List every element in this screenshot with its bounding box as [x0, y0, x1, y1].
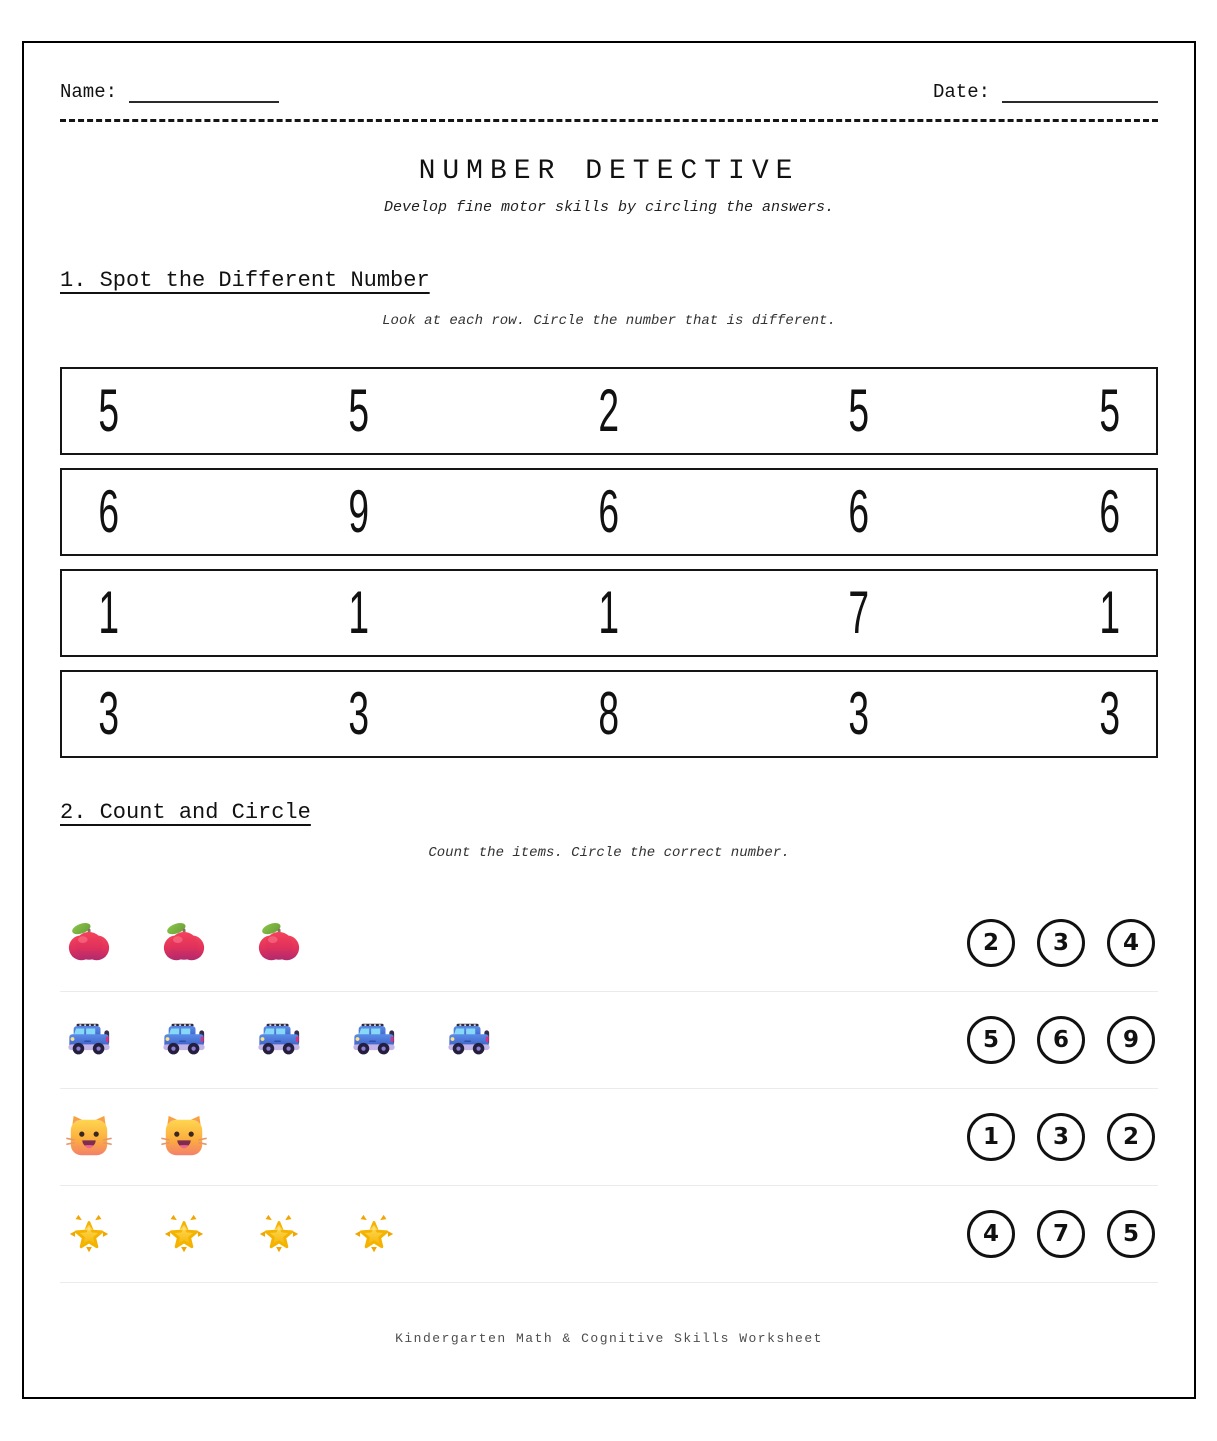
number-cell[interactable]: 1: [98, 579, 120, 646]
number-cell[interactable]: 5: [848, 377, 870, 444]
date-label: Date:: [932, 81, 990, 103]
number-cell[interactable]: 6: [98, 478, 120, 545]
apple-icon: [66, 920, 112, 966]
car-icon: [351, 1017, 397, 1063]
star-icon: [351, 1211, 397, 1257]
number-cell[interactable]: 7: [848, 579, 870, 646]
star-icon: [256, 1211, 302, 1257]
section1-rows: [60, 367, 1158, 758]
number-cell[interactable]: 9: [348, 478, 370, 545]
apple-icon: [161, 920, 207, 966]
car-icon: [66, 1017, 112, 1063]
car-item-group: [66, 1017, 492, 1063]
page-subtitle: Develop fine motor skills by circling the answers.: [383, 199, 835, 216]
footer-text: Kindergarten Math & Cognitive Skills Worksheet: [395, 1331, 823, 1346]
option-circle-3[interactable]: 3: [1037, 1113, 1085, 1161]
number-cell[interactable]: 6: [848, 478, 870, 545]
number-cell[interactable]: 3: [98, 680, 120, 747]
option-circle-3[interactable]: 3: [1037, 919, 1085, 967]
number-cell[interactable]: 6: [598, 478, 620, 545]
number-cell[interactable]: 8: [598, 680, 620, 747]
car-option-group: [967, 1016, 1155, 1064]
date-field-group: [933, 81, 1158, 103]
option-circle-5[interactable]: 5: [967, 1016, 1015, 1064]
name-field[interactable]: [129, 83, 279, 103]
header-row: [60, 81, 1158, 103]
star-option-group: [967, 1210, 1155, 1258]
worksheet-page: [22, 41, 1196, 1399]
number-cell[interactable]: 1: [348, 579, 370, 646]
option-circle-5[interactable]: 5: [1107, 1210, 1155, 1258]
count-row-star: [60, 1186, 1158, 1283]
dashed-divider: [60, 119, 1158, 122]
option-circle-2[interactable]: 2: [1107, 1113, 1155, 1161]
cat-option-group: [967, 1113, 1155, 1161]
section2-rows: [60, 895, 1158, 1283]
apple-icon: [256, 920, 302, 966]
car-icon: [161, 1017, 207, 1063]
section1-instruction: Look at each row. Circle the number that is different.: [382, 313, 836, 329]
star-icon: [66, 1211, 112, 1257]
number-cell[interactable]: 1: [598, 579, 620, 646]
number-row: [60, 670, 1158, 758]
option-circle-7[interactable]: 7: [1037, 1210, 1085, 1258]
star-item-group: [66, 1211, 397, 1257]
number-cell[interactable]: 5: [98, 377, 120, 444]
number-row: [60, 468, 1158, 556]
number-row: [60, 367, 1158, 455]
section1-heading: 1. Spot the Different Number: [60, 268, 430, 293]
number-cell[interactable]: 6: [1098, 478, 1120, 545]
option-circle-2[interactable]: 2: [967, 919, 1015, 967]
count-row-apple: [60, 895, 1158, 992]
cat-icon: [161, 1114, 207, 1160]
name-field-group: [60, 81, 279, 103]
apple-item-group: [66, 920, 302, 966]
number-row: [60, 569, 1158, 657]
apple-option-group: [967, 919, 1155, 967]
section2-instruction: Count the items. Circle the correct number.: [428, 845, 790, 861]
number-cell[interactable]: 3: [348, 680, 370, 747]
option-circle-9[interactable]: 9: [1107, 1016, 1155, 1064]
cat-item-group: [66, 1114, 207, 1160]
cat-icon: [66, 1114, 112, 1160]
count-row-cat: [60, 1089, 1158, 1186]
option-circle-6[interactable]: 6: [1037, 1016, 1085, 1064]
date-field[interactable]: [1002, 83, 1158, 103]
name-label: Name:: [60, 81, 118, 103]
number-cell[interactable]: 3: [848, 680, 870, 747]
option-circle-4[interactable]: 4: [1107, 919, 1155, 967]
count-row-car: [60, 992, 1158, 1089]
number-cell[interactable]: 3: [1098, 680, 1120, 747]
number-cell[interactable]: 5: [1098, 377, 1120, 444]
number-cell[interactable]: 2: [598, 377, 620, 444]
number-cell[interactable]: 5: [348, 377, 370, 444]
page-title: NUMBER DETECTIVE: [418, 156, 800, 187]
option-circle-4[interactable]: 4: [967, 1210, 1015, 1258]
option-circle-1[interactable]: 1: [967, 1113, 1015, 1161]
car-icon: [446, 1017, 492, 1063]
number-cell[interactable]: 1: [1098, 579, 1120, 646]
section2-heading: 2. Count and Circle: [60, 800, 311, 825]
car-icon: [256, 1017, 302, 1063]
star-icon: [161, 1211, 207, 1257]
